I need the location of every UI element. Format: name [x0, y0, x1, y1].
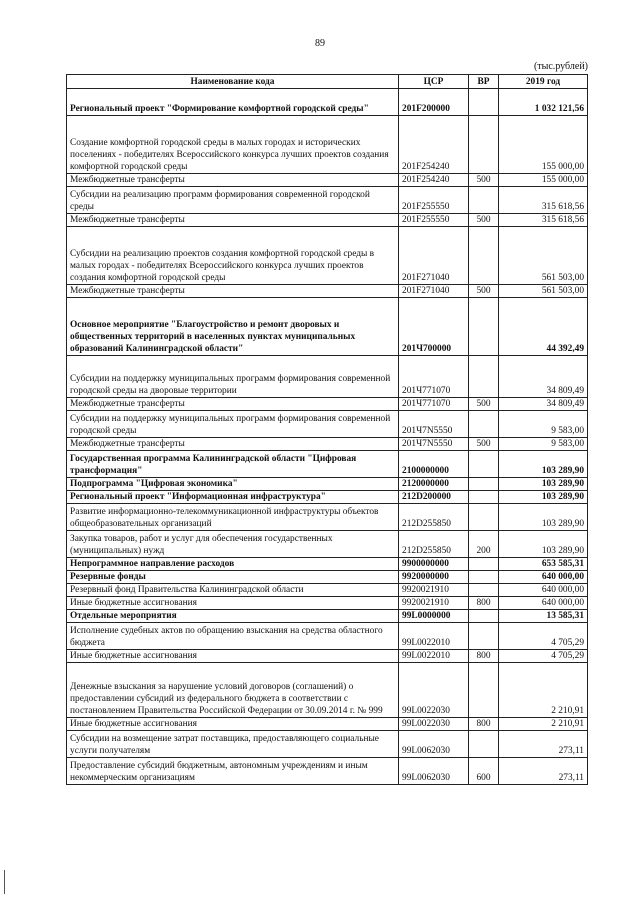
row-sum: 4 705,29: [499, 650, 588, 663]
table-row: [67, 411, 588, 438]
row-name: Непрограммное направление расходов: [67, 558, 399, 571]
row-name: Межбюджетные трансферты: [67, 174, 399, 187]
row-name: Межбюджетные трансферты: [67, 398, 399, 411]
header-csr: ЦСР: [399, 75, 469, 89]
row-csr: 99L0022030: [399, 718, 469, 731]
row-csr: 9900000000: [399, 558, 469, 571]
row-sum: 653 585,31: [499, 558, 588, 571]
header-sum: 2019 год: [499, 75, 588, 89]
row-csr: 99L0022010: [399, 650, 469, 663]
table-row: [67, 531, 588, 558]
row-name: Денежные взыскания за нарушение условий договоров (соглашений) о предоставлении субсидий из федерального бюджета в соответствии с постановлением Правительства Российской Федерации от 30.09.2014 г. № 999: [67, 663, 399, 718]
row-sum: 9 583,00: [499, 438, 588, 451]
table-row: [67, 584, 588, 597]
row-name: Межбюджетные трансферты: [67, 214, 399, 227]
row-sum: 103 289,90: [499, 491, 588, 504]
budget-table: [66, 74, 588, 785]
table-row: [67, 478, 588, 491]
row-name: Развитие информационно-телекоммуникационной инфраструктуры объектов общеобразовательных организаций: [67, 504, 399, 531]
table-row: [67, 650, 588, 663]
row-name: Субсидии на поддержку муниципальных программ формирования современной городской среды на дворовые территории: [67, 356, 399, 398]
row-vr: [469, 491, 499, 504]
row-name: Межбюджетные трансферты: [67, 285, 399, 298]
row-sum: 155 000,00: [499, 116, 588, 174]
row-name: Резервный фонд Правительства Калининградской области: [67, 584, 399, 597]
row-sum: 9 583,00: [499, 411, 588, 438]
row-sum: 315 618,56: [499, 187, 588, 214]
row-vr: [469, 558, 499, 571]
table-row: [67, 187, 588, 214]
row-csr: 201F254240: [399, 174, 469, 187]
row-sum: 34 809,49: [499, 356, 588, 398]
row-sum: 34 809,49: [499, 398, 588, 411]
row-csr: 9920021910: [399, 597, 469, 610]
row-name: Субсидии на возмещение затрат поставщика, предоставляющего социальные услуги получателям: [67, 731, 399, 758]
row-sum: 4 705,29: [499, 623, 588, 650]
row-vr: 600: [469, 758, 499, 785]
table-row: [67, 731, 588, 758]
row-csr: 212D200000: [399, 491, 469, 504]
row-csr: 9920021910: [399, 584, 469, 597]
row-name: Предоставление субсидий бюджетным, автономным учреждениям и иным некоммерческим организациям: [67, 758, 399, 785]
row-vr: 800: [469, 597, 499, 610]
table-row: [67, 663, 588, 718]
row-vr: 500: [469, 438, 499, 451]
header-vr: ВР: [469, 75, 499, 89]
row-csr: 212D255850: [399, 504, 469, 531]
row-sum: 1 032 121,56: [499, 89, 588, 116]
row-sum: 103 289,90: [499, 504, 588, 531]
table-row: [67, 285, 588, 298]
table-row: [67, 398, 588, 411]
table-row: [67, 356, 588, 398]
page-number: 89: [315, 38, 325, 49]
table-row: [67, 491, 588, 504]
table-row: [67, 571, 588, 584]
row-vr: 800: [469, 650, 499, 663]
row-vr: 500: [469, 174, 499, 187]
row-name: Подпрограмма "Цифровая экономика": [67, 478, 399, 491]
row-sum: 44 392,49: [499, 298, 588, 356]
table-row: [67, 438, 588, 451]
table-row: [67, 116, 588, 174]
row-vr: [469, 731, 499, 758]
scan-mark: [4, 870, 5, 894]
row-name: Отдельные мероприятия: [67, 610, 399, 623]
row-vr: 500: [469, 285, 499, 298]
header-name: Наименование кода: [67, 75, 399, 89]
row-vr: 500: [469, 398, 499, 411]
table-row: [67, 623, 588, 650]
table-row: [67, 610, 588, 623]
row-csr: 201F271040: [399, 227, 469, 285]
row-csr: 2100000000: [399, 451, 469, 478]
row-csr: 99L0022030: [399, 663, 469, 718]
table-row: [67, 558, 588, 571]
table-row: [67, 758, 588, 785]
row-csr: 201F271040: [399, 285, 469, 298]
row-vr: 500: [469, 214, 499, 227]
row-vr: [469, 356, 499, 398]
row-csr: 201F200000: [399, 89, 469, 116]
table-row: [67, 597, 588, 610]
row-vr: [469, 663, 499, 718]
row-name: Иные бюджетные ассигнования: [67, 718, 399, 731]
row-csr: 212D255850: [399, 531, 469, 558]
row-vr: [469, 584, 499, 597]
row-sum: 273,11: [499, 758, 588, 785]
table-header-row: [67, 75, 588, 89]
table-row: [67, 214, 588, 227]
row-sum: 273,11: [499, 731, 588, 758]
row-sum: 13 585,31: [499, 610, 588, 623]
row-sum: 2 210,91: [499, 718, 588, 731]
row-name: Межбюджетные трансферты: [67, 438, 399, 451]
row-sum: 2 210,91: [499, 663, 588, 718]
row-csr: 9920000000: [399, 571, 469, 584]
row-csr: 201F255550: [399, 214, 469, 227]
row-csr: 2120000000: [399, 478, 469, 491]
row-name: Закупка товаров, работ и услуг для обеспечения государственных (муниципальных) нужд: [67, 531, 399, 558]
row-name: Субсидии на поддержку муниципальных программ формирования современной городской среды: [67, 411, 399, 438]
row-vr: [469, 116, 499, 174]
row-name: Субсидии на реализацию проектов создания комфортной городской среды в малых городах - победителях Всероссийского конкурса лучших проектов создания комфортной городской среды: [67, 227, 399, 285]
row-name: Иные бюджетные ассигнования: [67, 650, 399, 663]
row-vr: [469, 187, 499, 214]
row-sum: 561 503,00: [499, 227, 588, 285]
row-csr: 201F254240: [399, 116, 469, 174]
row-csr: 201F255550: [399, 187, 469, 214]
table-row: [67, 298, 588, 356]
table-row: [67, 89, 588, 116]
row-sum: 640 000,00: [499, 584, 588, 597]
row-sum: 315 618,56: [499, 214, 588, 227]
row-vr: [469, 89, 499, 116]
row-sum: 561 503,00: [499, 285, 588, 298]
table-row: [67, 504, 588, 531]
row-sum: 640 000,00: [499, 571, 588, 584]
row-csr: 201Ч700000: [399, 298, 469, 356]
row-vr: [469, 504, 499, 531]
row-vr: [469, 623, 499, 650]
table-row: [67, 227, 588, 285]
row-vr: 200: [469, 531, 499, 558]
row-sum: 640 000,00: [499, 597, 588, 610]
row-csr: 201Ч771070: [399, 356, 469, 398]
row-name: Исполнение судебных актов по обращению взыскания на средства областного бюджета: [67, 623, 399, 650]
row-name: Региональный проект "Информационная инфраструктура": [67, 491, 399, 504]
row-vr: [469, 571, 499, 584]
table-row: [67, 451, 588, 478]
row-sum: 103 289,90: [499, 531, 588, 558]
row-name: Иные бюджетные ассигнования: [67, 597, 399, 610]
table-row: [67, 718, 588, 731]
row-sum: 155 000,00: [499, 174, 588, 187]
units-label: (тыс.рублей): [533, 61, 588, 72]
row-csr: 201Ч771070: [399, 398, 469, 411]
row-csr: 201Ч7N5550: [399, 411, 469, 438]
row-vr: [469, 478, 499, 491]
row-name: Резервные фонды: [67, 571, 399, 584]
row-sum: 103 289,90: [499, 451, 588, 478]
table-row: [67, 174, 588, 187]
row-name: Региональный проект "Формирование комфортной городской среды": [67, 89, 399, 116]
row-name: Субсидии на реализацию программ формирования современной городской среды: [67, 187, 399, 214]
row-vr: 800: [469, 718, 499, 731]
row-name: Государственная программа Калининградской области "Цифровая трансформация": [67, 451, 399, 478]
row-vr: [469, 298, 499, 356]
row-csr: 201Ч7N5550: [399, 438, 469, 451]
row-sum: 103 289,90: [499, 478, 588, 491]
row-vr: [469, 451, 499, 478]
row-vr: [469, 610, 499, 623]
row-vr: [469, 227, 499, 285]
row-name: Создание комфортной городской среды в малых городах и исторических поселениях - победителях Всероссийского конкурса лучших проектов создания комфортной городской среды: [67, 116, 399, 174]
row-csr: 99L0062030: [399, 731, 469, 758]
row-csr: 99L0062030: [399, 758, 469, 785]
row-name: Основное мероприятие "Благоустройство и ремонт дворовых и общественных территорий в населенных пунктах муниципальных образований Калининградской области": [67, 298, 399, 356]
row-vr: [469, 411, 499, 438]
row-csr: 99L0000000: [399, 610, 469, 623]
row-csr: 99L0022010: [399, 623, 469, 650]
